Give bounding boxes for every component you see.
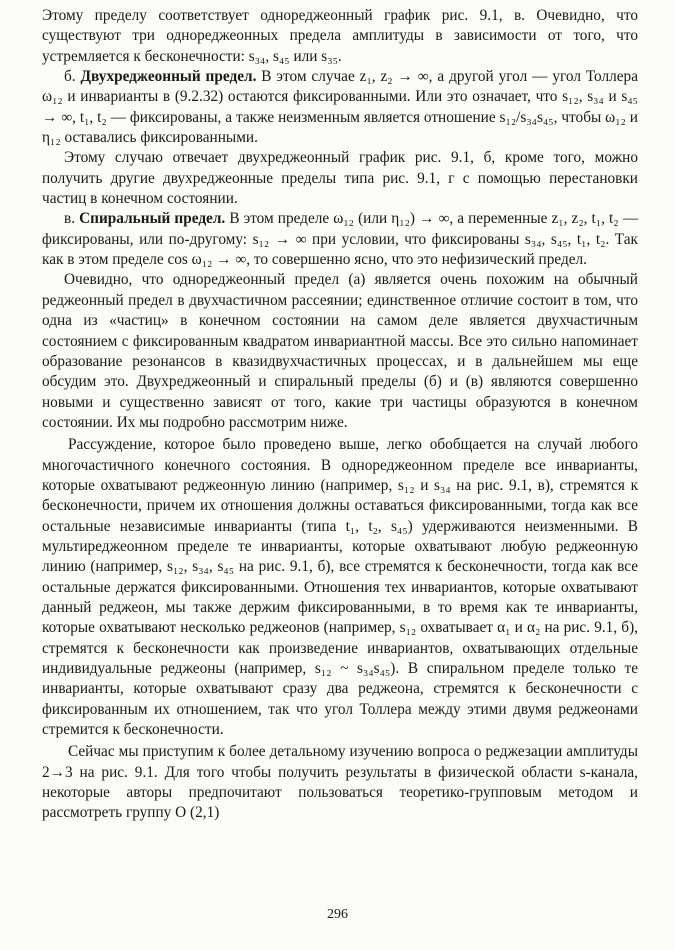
- item-marker: б.: [64, 68, 81, 86]
- paragraph-double-reggeon-limit: [42, 67, 638, 148]
- paragraph-text: Очевидно, что однореджеонный предел (а) является очень похожим на обычный реджеонный предел в двухчастичном рассеянии; единственное отличие состоит в том, что одна из «частиц» в конечном состоянии на самом деле является двухчастичным состоянием с фиксированным квадратом инвариантной массы. Все это сильно напоминает образование резонансов в квазидвухчастичных процессах, и в дальнейшем мы еще обсудим это. Двухреджеонный и спиральный пределы (б) и (в) являются совершенно новыми и существенно зависят от того, какие три частицы образуются в конечном состоянии. Их мы подробно рассмотрим ниже.: [42, 271, 638, 431]
- paragraph-generalization: [42, 435, 638, 740]
- paragraph-double-reggeon-graph: [42, 148, 638, 209]
- paragraph-text: Этому пределу соответствует однореджеонный график рис. 9.1, в. Очевидно, что существуют три однореджеонных предела амплитуды в зависимости от того, что устремляется к бесконечности: s₃₄, s₄₅ или s₃₅.: [42, 7, 638, 65]
- paragraph-text: В этом случае z₁, z₂ → ∞, а другой угол — угол Толлера ω₁₂ и инварианты в (9.2.32) остаются фиксированными. Или это означает, что s₁₂, s₃₄ и s₄₅ → ∞, t₁, t₂ — фиксированы, а также неизменным является отношение s₁₂/s₃₄s₄₅, чтобы ω₁₂ и η₁₂ оставались фиксированными.: [42, 68, 639, 147]
- paragraph-text: Рассуждение, которое было проведено выше, легко обобщается на случай любого многочастичного конечного состояния. В однореджеонном пределе все инварианты, которые охватывают реджеонную линию (например, s₁₂ и s₃₄ на рис. 9.1, в), стремятся к бесконечности, причем их отношения должны оставаться фиксированными, тогда как все остальные независимые инварианты (типа t₁, t₂, s₄₅) удерживаются неизменными. В мультиреджеонном пределе те инварианты, которые охватывают любую реджеонную линию (например, s₁₂, s₃₄, s₄₅ на рис. 9.1, б), все стремятся к бесконечности, тогда как все остальные держатся фиксированными. Отношения тех инвариантов, которые охватывают данный реджеон, мы также держим фиксированными, в то время как те инварианты, которые охватывают несколько реджеонов (например, s₁₂ охватывает α₁ и α₂ на рис. 9.1, б), стремятся к бесконечности как произведение инвариантов, охватывающих отдельные индивидуальные реджеоны (например, s₁₂ ~ s₃₄s₄₅). В спиральном пределе только те инварианты, которые охватывают сразу два реджеона, стремятся к бесконечности с фиксированным их отношением, так что угол Толлера между этими двумя реджеонами стремится к бесконечности.: [42, 436, 638, 739]
- section-heading-double-reggeon: Двухреджеонный предел.: [80, 68, 257, 86]
- paragraph-single-reggeon-end: [42, 6, 638, 67]
- paragraph-text: Сейчас мы приступим к более детальному изучению вопроса о реджезации амплитуды 2→3 на рис. 9.1. Для того чтобы получить результаты в физической области s-канала, некоторые авторы предпочитают пользоваться теоретико-групповым методом и рассмотреть группу O (2,1): [42, 743, 638, 822]
- paragraph-reggeization: [42, 742, 638, 823]
- section-heading-helicity: Спиральный предел.: [79, 210, 226, 228]
- paragraph-text: Этому случаю отвечает двухреджеонный график рис. 9.1, б, кроме того, можно получить другие двухреджеонные пределы типа рис. 9.1, г с помощью перестановки частиц в конечном состоянии.: [42, 149, 638, 208]
- paragraph-helicity-limit: [42, 209, 638, 270]
- item-marker: в.: [64, 210, 80, 228]
- paragraph-discussion: [42, 270, 638, 433]
- paragraph-text: В этом пределе ω₁₂ (или η₁₂) → ∞, а переменные z₁, z₂, t₁, t₂ — фиксированы, или по-другому: s₁₂ → ∞ при условии, что фиксированы s₃₄, s₄₅, t₁, t₂. Так как в этом пределе cos ω₁₂ → ∞, то совершенно ясно, что это нефизический предел.: [42, 210, 638, 269]
- page-number: 296: [327, 907, 348, 922]
